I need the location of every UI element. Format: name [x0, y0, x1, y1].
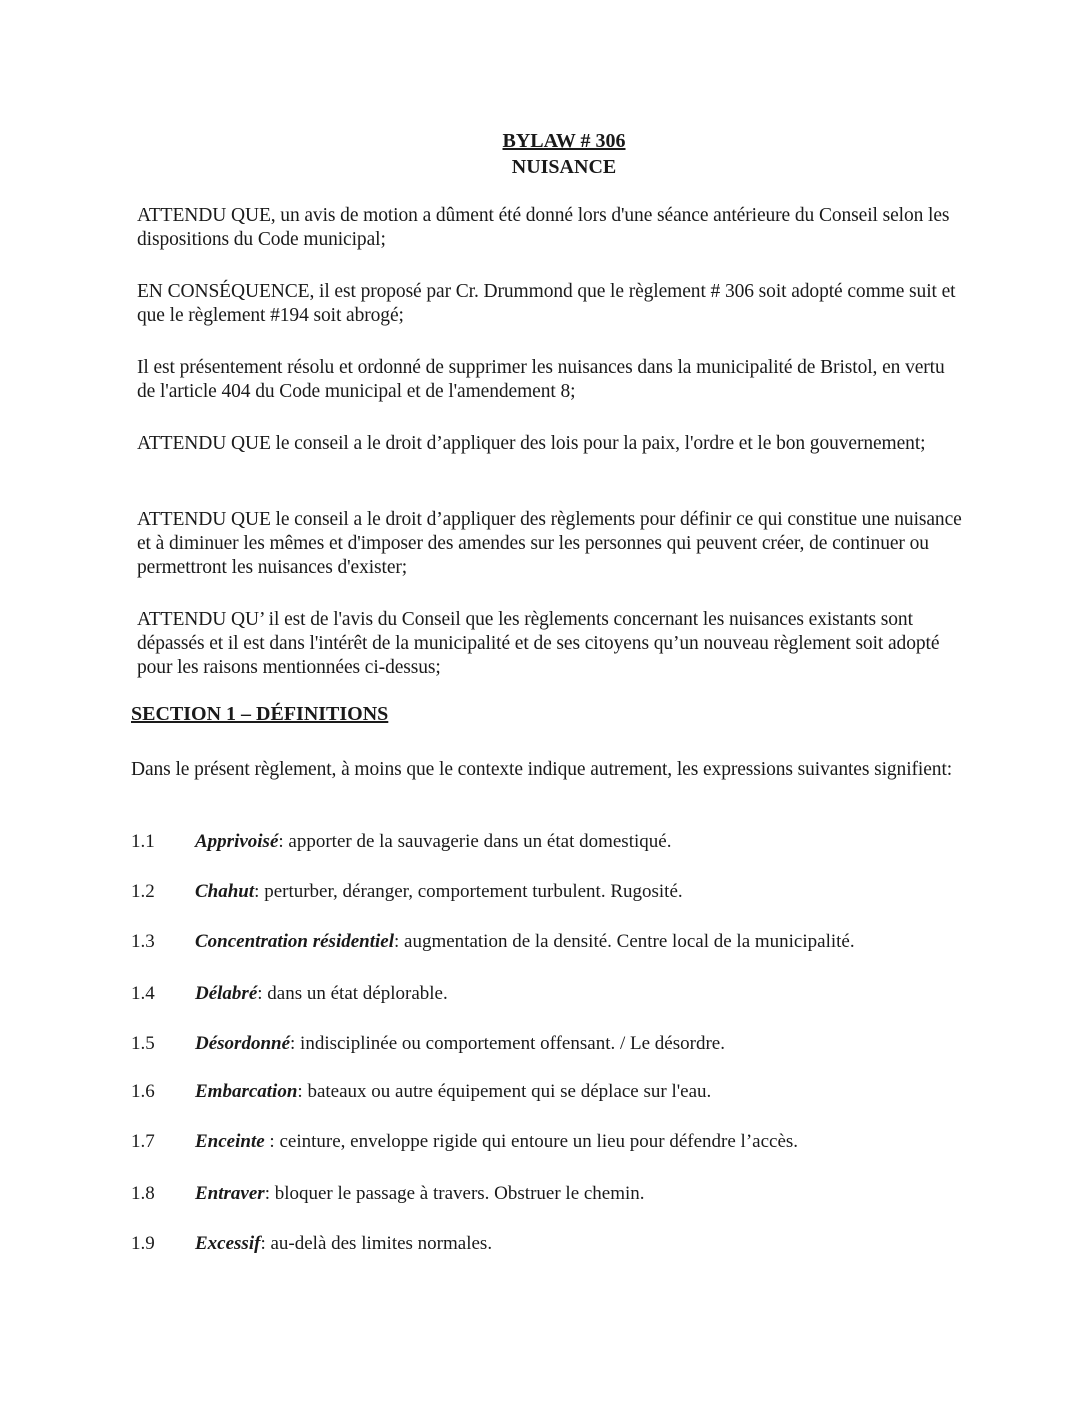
definition-number: 1.3 — [131, 931, 155, 952]
definition-item — [131, 1232, 971, 1256]
preamble-paragraph: ATTENDU QUE le conseil a le droit d’appliquer des règlements pour définir ce qui constitue une nuisance et à diminuer les mêmes et d'imposer des amendes sur les personnes qui peuvent créer, de continuer ou permettront les nuisances d'exister; — [137, 509, 962, 578]
definition-item — [131, 830, 971, 854]
preamble-paragraph: ATTENDU QUE le conseil a le droit d’appliquer des lois pour la paix, l'ordre et le bon gouvernement; — [137, 433, 926, 454]
definition-term: Entraver — [195, 1183, 265, 1204]
definition-item — [131, 982, 971, 1006]
definition-number: 1.1 — [131, 831, 155, 852]
definition-number: 1.4 — [131, 983, 155, 1004]
definition-separator: : — [254, 881, 260, 902]
definition-item — [131, 1130, 971, 1154]
definition-number: 1.6 — [131, 1081, 155, 1102]
preamble-paragraph: Il est présentement résolu et ordonné de supprimer les nuisances dans la municipalité de Bristol, en vertu de l'article 404 du Code municipal et de l'amendement 8; — [137, 357, 945, 402]
definition-text: bloquer le passage à travers. Obstruer le chemin. — [269, 1183, 645, 1204]
definition-separator: : — [290, 1033, 296, 1054]
definition-item — [131, 880, 971, 904]
preamble-paragraph: ATTENDU QUE, un avis de motion a dûment été donné lors d'une séance antérieure du Conseil selon les dispositions du Code municipal; — [137, 205, 950, 250]
definition-number: 1.8 — [131, 1183, 155, 1204]
definition-number: 1.7 — [131, 1131, 155, 1152]
definition-item — [131, 1182, 971, 1206]
preamble-paragraph: EN CONSÉQUENCE, il est proposé par Cr. Drummond que le règlement # 306 soit adopté comme suit et que le règlement #194 soit abrogé; — [137, 281, 956, 326]
definition-term: Concentration résidentiel — [195, 931, 394, 952]
definition-separator: : — [264, 1183, 270, 1204]
definition-text: dans un état déplorable. — [262, 983, 448, 1004]
definition-term: Embarcation — [195, 1081, 298, 1102]
bylaw-title: BYLAW # 306 — [502, 130, 626, 152]
definition-term: Chahut — [195, 881, 255, 902]
definition-text: bateaux ou autre équipement qui se déplace sur l'eau. — [302, 1081, 712, 1102]
definition-term: Excessif — [195, 1233, 261, 1254]
section-heading: SECTION 1 – DÉFINITIONS — [131, 703, 389, 725]
definition-text: au-delà des limites normales. — [265, 1233, 493, 1254]
definition-text: indisciplinée ou comportement offensant. / Le désordre. — [295, 1033, 725, 1054]
definition-separator: : — [297, 1081, 303, 1102]
definition-term: Enceinte — [195, 1131, 265, 1152]
bylaw-subtitle: NUISANCE — [511, 156, 617, 178]
definition-term: Apprivoisé — [195, 831, 279, 852]
definition-term: Délabré — [195, 983, 258, 1004]
definition-separator: : — [257, 983, 263, 1004]
definition-separator: : — [264, 1131, 275, 1152]
definition-number: 1.9 — [131, 1233, 155, 1254]
title-block — [0, 128, 1088, 180]
definition-item — [131, 1080, 971, 1104]
definition-number: 1.5 — [131, 1033, 155, 1054]
definition-text: apporter de la sauvagerie dans un état domestiqué. — [283, 831, 672, 852]
definition-text: ceinture, enveloppe rigide qui entoure un lieu pour défendre l’accès. — [274, 1131, 799, 1152]
section-intro: Dans le présent règlement, à moins que le contexte indique autrement, les expressions suivantes signifient: — [131, 759, 953, 780]
definition-term: Désordonné — [195, 1033, 291, 1054]
definition-number: 1.2 — [131, 881, 155, 902]
definition-item — [131, 1032, 971, 1056]
definition-text: perturber, déranger, comportement turbulent. Rugosité. — [259, 881, 683, 902]
definition-separator: : — [260, 1233, 266, 1254]
preamble-paragraph: ATTENDU QU’ il est de l'avis du Conseil que les règlements concernant les nuisances existants sont dépassés et il est dans l'intérêt de la municipalité et de ses citoyens qu’un nouveau règlement soit adopté pour les raisons mentionnées ci-dessus; — [137, 609, 940, 678]
definition-item — [131, 930, 971, 954]
definition-separator: : — [394, 931, 400, 952]
definition-text: augmentation de la densité. Centre local de la municipalité. — [399, 931, 855, 952]
definition-separator: : — [278, 831, 284, 852]
